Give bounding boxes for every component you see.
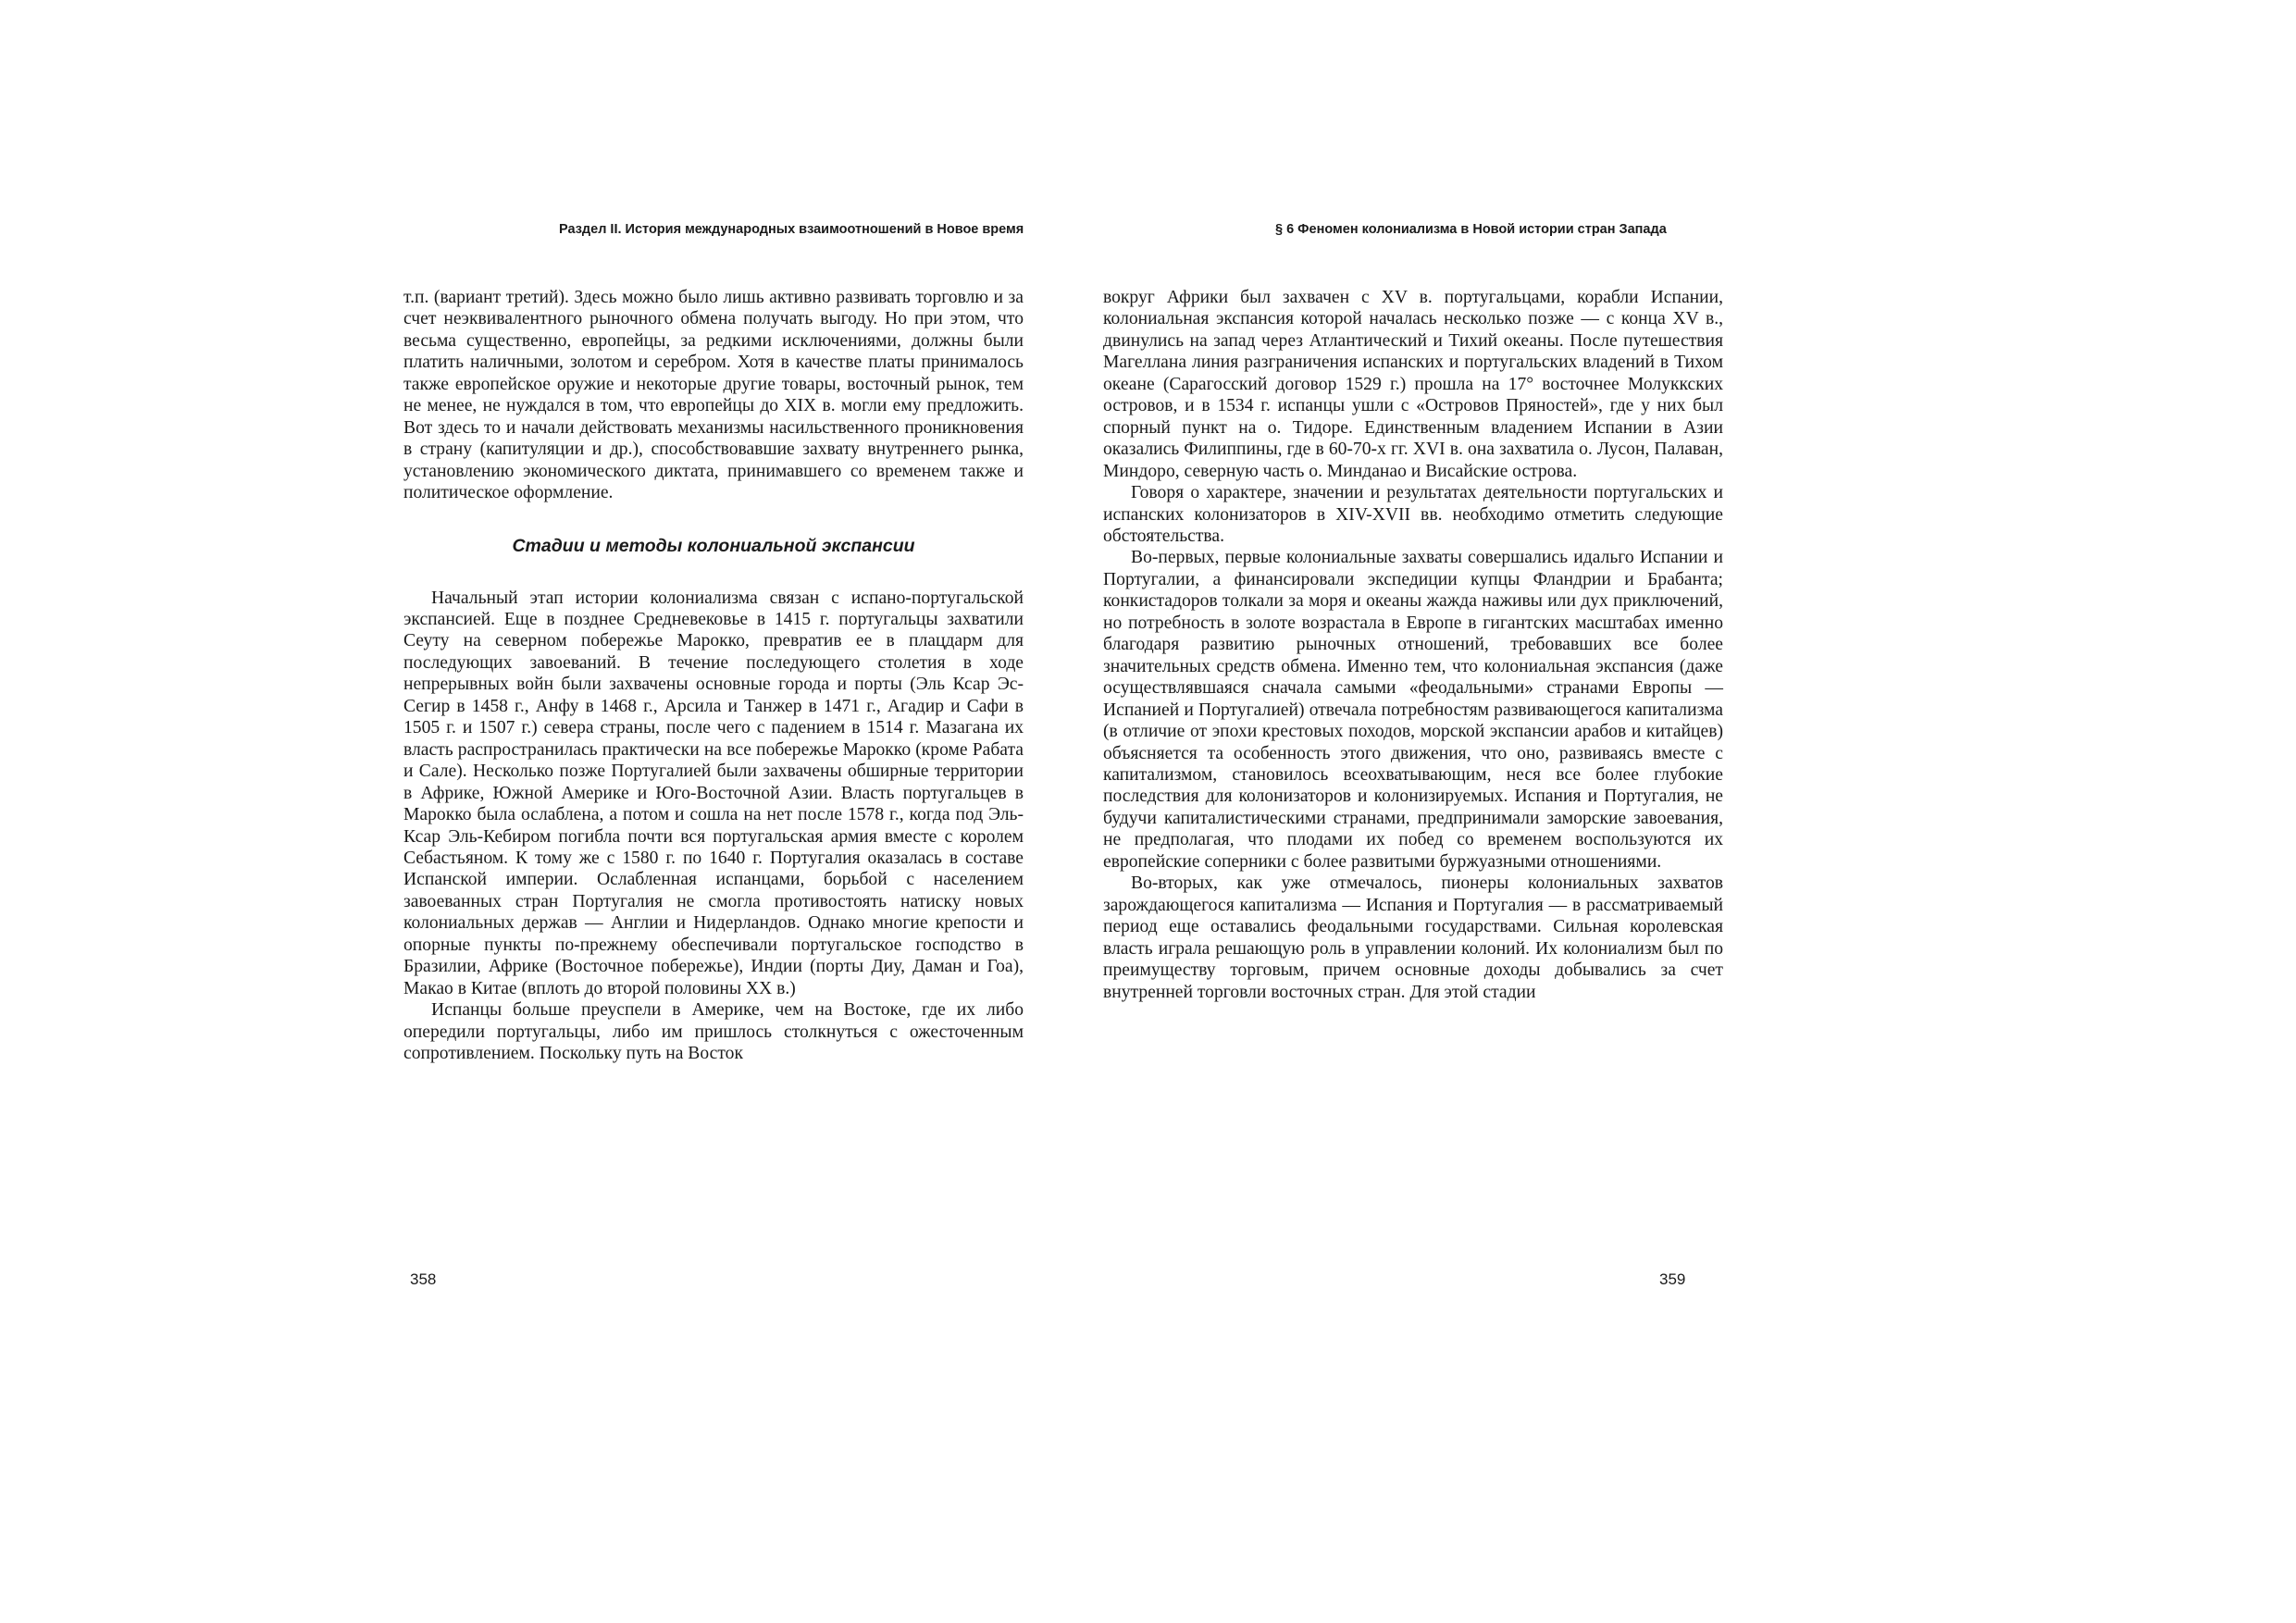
right-paragraph-4: Во-вторых, как уже отмечалось, пионеры колониальных захватов зарождающегося капитализма — Испания и Португалия — в рассматриваемый период еще оставались феодальными государствами. Сильная королевская власть играла решающую роль в управлении колоний. Их колониализм был по преимуществу торговым, причем основные доходы добывались за счет внутренней торговли восточных стран. Для этой стадии [1103,873,1723,1002]
right-paragraph-1: вокруг Африки был захвачен с XV в. португальцами, корабли Испании, колониальная экспансия которой началась несколько позже — с конца XV в., двинулись на запад через Атлантический и Тихий океаны. После путешествия Магеллана линия разграничения испанских и португальских владений в Тихом океане (Сарагосский договор 1529 г.) прошла на 17° восточнее Молуккских островов, и в 1534 г. испанцы ушли с «Островов Пряностей», где у них был спорный пункт на о. Тидоре. Единственным владением Испании в Азии оказались Филиппины, где в 60-70-х гг. XVI в. она захватила о. Лусон, Палаван, Миндоро, северную часть о. Минданао и Висайские острова. [1103,288,1723,481]
right-page [1103,0,2296,1623]
right-paragraph-2: Говоря о характере, значении и результатах деятельности португальских и испанских колонизаторов в XIV-XVII вв. необходимо отметить следующие обстоятельства. [1103,483,1723,546]
left-paragraph-1: т.п. (вариант третий). Здесь можно было лишь активно развивать торговлю и за счет неэквивалентного рыночного обмена получать выгоду. Но при этом, что весьма существенно, европейцы, за редкими исключениями, должны были платить наличными, золотом и серебром. Хотя в качестве платы принималось также европейское оружие и некоторые другие товары, восточный рынок, тем не менее, не нуждался в том, что европейцы до XIX в. могли ему предложить. Вот здесь то и начали действовать механизмы насильственного проникновения в страну (капитуляции и др.), способствовавшие захвату внутреннего рынка, установлению экономического диктата, принимавшего со временем также и политическое оформление. [403,288,1024,503]
left-text-block [403,287,1024,1065]
left-page-number: 358 [410,1270,437,1288]
right-paragraph-3: Во-первых, первые колониальные захваты совершались идальго Испании и Португалии, а финансировали экспедиции купцы Фландрии и Брабанта; конкистадоров толкали за моря и океаны жажда наживы или дух приключений, но потребность в золоте возрастала в Европе в гигантских масштабах именно благодаря развитию рыночных отношений, требовавших все более значительных средств обмена. Именно тем, что колониальная экспансия (даже осуществлявшаяся сначала самыми «феодальными» странами Европы — Испанией и Португалией) отвечала потребностям развивающегося капитализма (в отличие от эпохи крестовых походов, морской экспансии арабов и китайцев) объясняется та особенность этого движения, что оно, развиваясь вместе с капитализмом, становилось всеохватывающим, неся все более глубокие последствия для колонизаторов и колонизируемых. Испания и Португалия, не будучи капиталистическими странами, предпринимали заморские завоевания, не предполагая, что плодами их побед со временем воспользуются их европейские соперники с более развитыми буржуазными отношениями. [1103,548,1723,872]
left-paragraph-3: Испанцы больше преуспели в Америке, чем на Востоке, где их либо опередили португальцы, либо им пришлось столкнуться с ожесточенным сопротивлением. Поскольку путь на Восток [403,1000,1024,1064]
section-heading: Стадии и методы колониальной экспансии [512,535,915,556]
right-running-head: § 6 Феномен колониализма в Новой истории стран Запада [1275,222,1667,237]
left-paragraph-2: Начальный этап истории колониализма связан с испано-португальской экспансией. Еще в позднее Средневековье в 1415 г. португальцы захватили Сеуту на северном побережье Марокко, превратив ее в плацдарм для последующих завоеваний. В течение последующего столетия в ходе непрерывных войн были захвачены основные города и порты (Эль Ксар Эс-Сегир в 1458 г., Анфу в 1468 г., Арсила и Танжер в 1471 г., Агадир и Сафи в 1505 г. и 1507 г.) севера страны, после чего с падением в 1514 г. Мазагана их власть распространилась практически на все побережье Марокко (кроме Рабата и Сале). Несколько позже Португалией были захвачены обширные территории в Африке, Южной Америке и Юго-Восточной Азии. Власть португальцев в Марокко была ослаблена, а потом и сошла на нет после 1578 г., когда под Эль-Ксар Эль-Кебиром погибла почти вся португальская армия вместе с королем Себастьяном. К тому же с 1580 г. по 1640 г. Португалия оказалась в составе Испанской империи. Ослабленная испанцами, борьбой с населением завоеванных стран Португалия не смогла противостоять натиску новых колониальных держав — Англии и Нидерландов. Однако многие крепости и опорные пункты по-прежнему обеспечивали португальское господство в Бразилии, Африке (Восточное побережье), Индии (порты Диу, Даман и Гоа), Макао в Китае (вплоть до второй половины XX в.) [403,588,1024,998]
right-text-block [1103,287,1723,1003]
left-running-head: Раздел II. История международных взаимоотношений в Новое время [559,222,1024,237]
right-page-number: 359 [1659,1270,1686,1288]
